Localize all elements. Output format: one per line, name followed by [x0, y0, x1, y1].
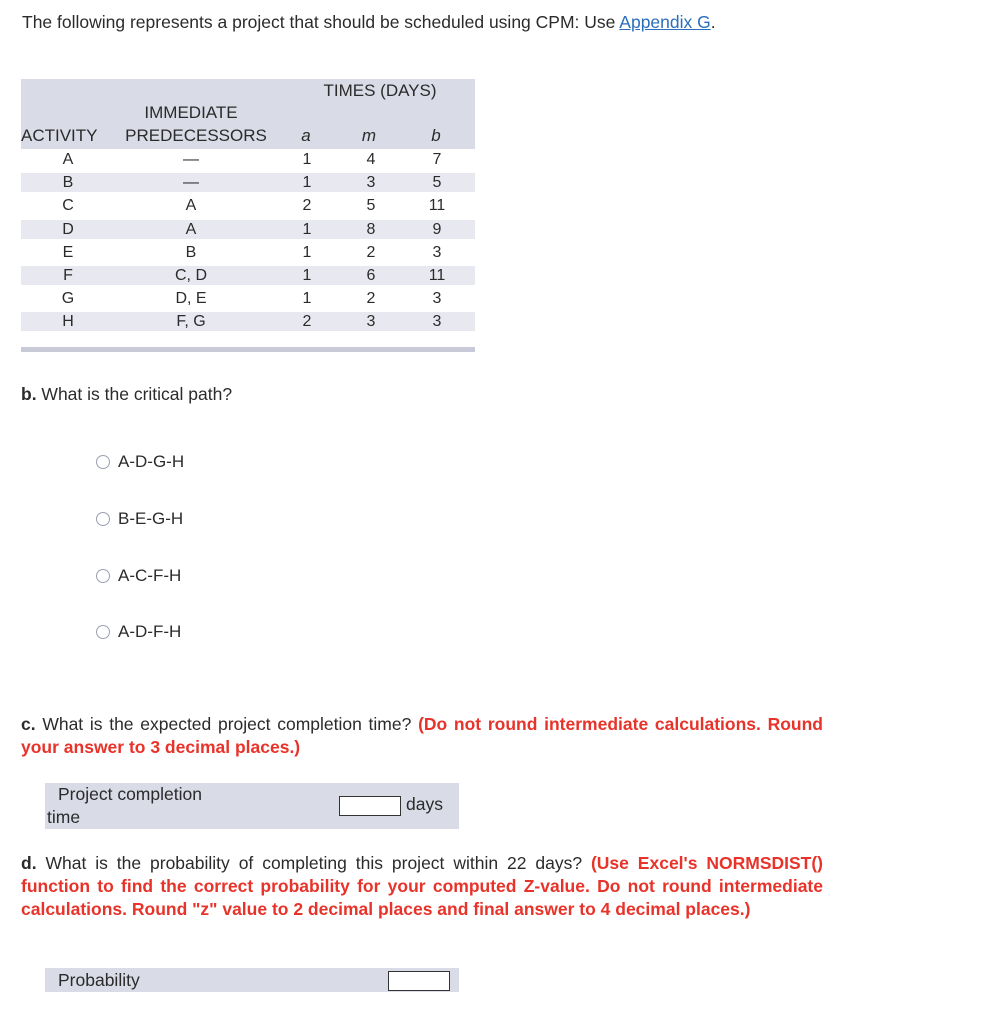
- time-a-cell: 1: [302, 243, 312, 261]
- days-unit: days: [406, 794, 443, 814]
- time-b-cell: 9: [432, 220, 442, 238]
- time-m-cell: 8: [366, 220, 376, 238]
- predecessors-header: PREDECESSORS: [125, 126, 267, 145]
- activity-cell: D: [62, 220, 74, 238]
- time-b-cell: 3: [432, 313, 442, 331]
- time-b-cell: 3: [432, 243, 442, 261]
- activity-cell: A: [62, 151, 74, 168]
- predecessor-cell: —: [183, 151, 199, 168]
- immediate-header: IMMEDIATE: [144, 103, 238, 122]
- predecessor-cell: D, E: [175, 290, 207, 308]
- intro-text: The following represents a project that should be scheduled using CPM: Use Appendix G.: [22, 12, 716, 32]
- predecessor-cell: B: [185, 243, 197, 261]
- activity-cell: E: [62, 243, 74, 261]
- activity-cell: H: [62, 313, 74, 331]
- question-d-note: (Use Excel's NORMSDIST() function to find the correct probability for your computed Z-value. Do not round intermediate calculations. Round "z" value to 2 decimal places and final answer to 4 decimal places.): [21, 853, 824, 919]
- col-a-header: a: [301, 126, 311, 145]
- completion-time-label: Project completion time: [47, 784, 202, 827]
- activity-cell: B: [62, 174, 74, 192]
- activity-cell: F: [63, 267, 73, 284]
- predecessor-cell: —: [183, 174, 199, 192]
- activity-header: ACTIVITY: [21, 126, 98, 145]
- radio-button[interactable]: [96, 512, 110, 526]
- time-b-cell: 5: [432, 174, 442, 192]
- time-b-cell: 3: [432, 290, 442, 308]
- time-a-cell: 2: [302, 313, 312, 331]
- radio-button[interactable]: [96, 455, 110, 469]
- option-a-c-f-h[interactable]: A-C-F-H: [96, 566, 181, 586]
- time-a-cell: 1: [302, 267, 312, 284]
- time-b-cell: 7: [432, 151, 442, 168]
- time-m-cell: 3: [366, 174, 376, 192]
- time-m-cell: 4: [366, 151, 376, 168]
- completion-time-row: [45, 783, 459, 829]
- time-b-cell: 11: [428, 267, 446, 284]
- question-c-note: (Do not round intermediate calculations. Round your answer to 3 decimal places.): [21, 714, 823, 757]
- activity-cell: G: [61, 290, 75, 308]
- predecessor-cell: C, D: [175, 267, 207, 284]
- times-header: TIMES (DAYS): [323, 81, 437, 100]
- radio-button[interactable]: [96, 625, 110, 639]
- option-b-e-g-h[interactable]: B-E-G-H: [96, 509, 183, 529]
- time-m-cell: 2: [366, 243, 376, 261]
- probability-label: Probability: [58, 970, 140, 990]
- option-a-d-f-h[interactable]: A-D-F-H: [96, 622, 181, 642]
- option-a-d-g-h[interactable]: A-D-G-H: [96, 452, 184, 472]
- activity-cell: C: [62, 197, 74, 215]
- question-d: d. What is the probability of completing this project within 22 days? (Use Excel's NORMSDIST() function to find the correct probability for your computed Z-value. Do not round intermediate calculations. Round "z" value to 2 decimal places and final answer to 4 decimal places.): [21, 853, 824, 919]
- time-m-cell: 5: [366, 197, 376, 215]
- predecessor-cell: F, G: [176, 313, 206, 331]
- predecessor-cell: A: [185, 220, 197, 238]
- col-b-header: b: [431, 126, 441, 145]
- time-a-cell: 1: [302, 290, 312, 308]
- probability-input[interactable]: [388, 971, 450, 991]
- predecessor-cell: A: [185, 197, 197, 215]
- time-m-cell: 2: [366, 290, 376, 308]
- time-a-cell: 2: [302, 197, 312, 215]
- radio-button[interactable]: [96, 569, 110, 583]
- time-b-cell: 11: [428, 197, 446, 215]
- probability-row: [45, 968, 459, 992]
- time-a-cell: 1: [302, 174, 312, 192]
- time-a-cell: 1: [302, 220, 312, 238]
- question-c: c. What is the expected project completion time? (Do not round intermediate calculations. Round your answer to 3 decimal places.): [21, 714, 823, 757]
- time-m-cell: 3: [366, 313, 376, 331]
- completion-time-input[interactable]: [339, 796, 401, 816]
- time-a-cell: 1: [302, 151, 312, 168]
- activity-table: [21, 79, 475, 352]
- time-m-cell: 6: [366, 267, 376, 284]
- col-m-header: m: [361, 126, 377, 145]
- question-b: b. What is the critical path?: [21, 384, 233, 404]
- appendix-link[interactable]: Appendix G: [619, 12, 711, 32]
